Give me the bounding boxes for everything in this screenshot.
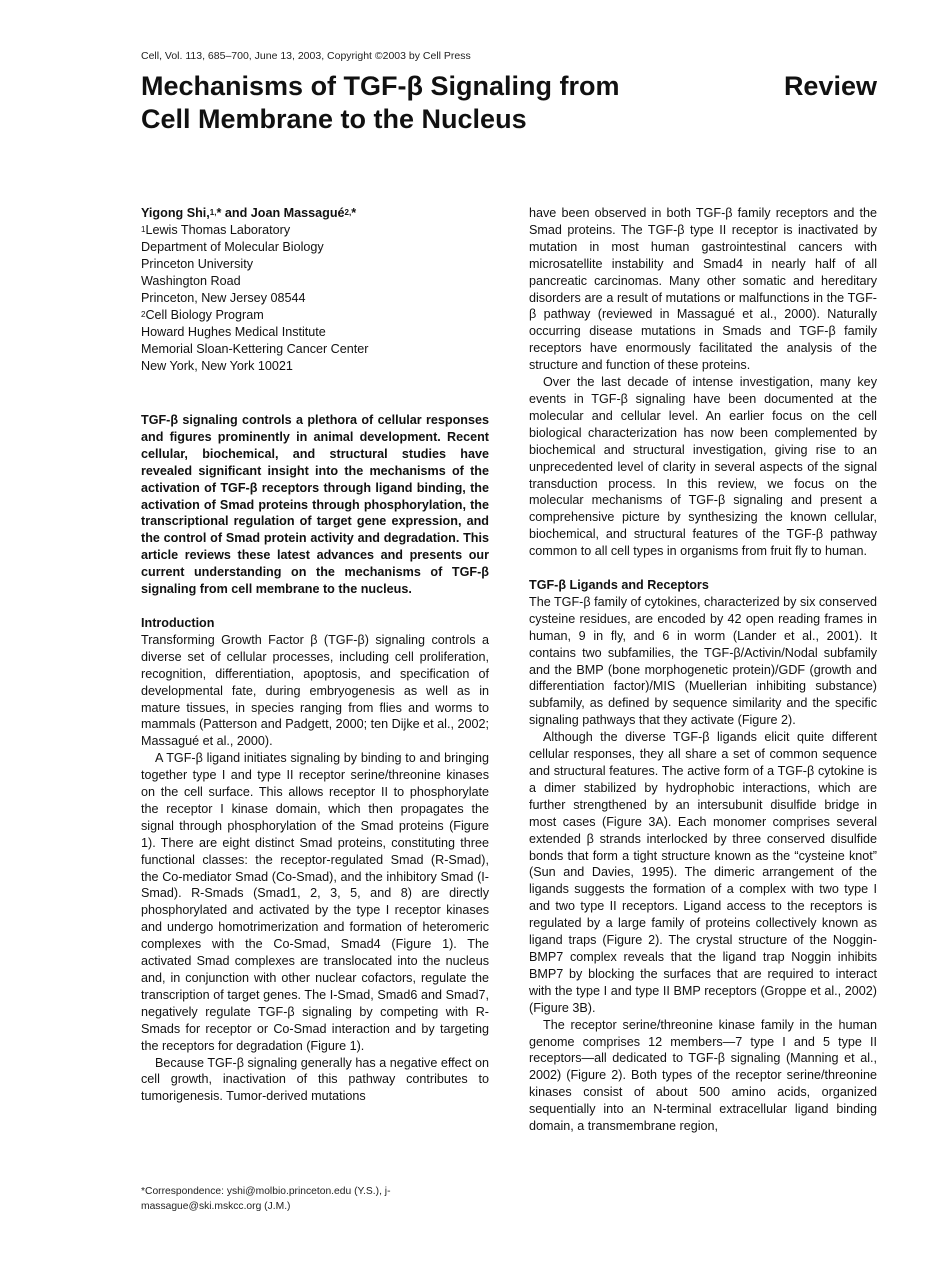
affiliation-line: $^2$Cell Biology Program: [141, 308, 264, 322]
abstract: TGF-β signaling controls a plethora of cellular responses and figures prominently in animal development. Recent cellular, biochemical, and structural studies have revealed significant insight into the mechanisms of the activation of TGF-β receptors through ligand binding, the activation of Smad proteins through phosphorylation, the transcriptional regulation of target gene expression, and the control of Smad protein activity and degradation. This article reviews these latest advances and presents our current understanding on the mechanisms of TGF-β signaling from cell membrane to the nucleus.: [141, 413, 489, 597]
author-massague: * and Joan Massagué: [216, 206, 345, 220]
paragraph: Because TGF-β signaling generally has a negative effect on cell growth, inactivation of this pathway contributes to tumorigenesis. Tumor-derived mutations: [141, 1055, 489, 1104]
paragraph: have been observed in both TGF-β family receptors and the Smad proteins. The TGF-β type II receptor is inactivated by mutation in most human gastrointestinal cancers with microsatellite instability and Smad4 in nearly half of all pancreatic carcinomas. Many other somatic and hereditary disorders are a result of mutations or malfunctions in the TGF-β pathway (reviewed in Massagué et al., 2000). Naturally occurring disease mutations in Smads and TGF-β family receptors have enormously facilitated the analysis of the structure and function of these proteins.: [529, 206, 877, 373]
affiliation-line: New York, New York 10021: [141, 359, 293, 373]
paragraph: The receptor serine/threonine kinase family in the human genome comprises 12 members—7 type I and 5 type II receptors—all dedicated to TGF-β signaling (Manning et al., 2002) (Figure 2). Both types of the receptor serine/threonine kinases consist of about 500 amino acids, organized sequentially into an N-terminal extracellular ligand binding domain, a transmembrane region,: [529, 1017, 877, 1134]
affiliation-line: Princeton, New Jersey 08544: [141, 291, 306, 305]
left-column: [141, 205, 489, 1105]
paragraph: A TGF-β ligand initiates signaling by binding to and bringing together type I and type II receptor serine/threonine kinases on the cell surface. This allows receptor II to phosphorylate the receptor I kinase domain, which then propagates the signal through phosphorylation of the Smad proteins (Figure 1). There are eight distinct Smad proteins, constituting three functional classes: the receptor-regulated Smad (R-Smad), the Co-mediator Smad (Co-Smad), and the inhibitory Smad (I-Smad). R-Smads (Smad1, 2, 3, 5, and 8) are directly phosphorylated and activated by the type I receptor kinases and undergo homotrimerization and formation of heteromeric complexes with the Co-Smad, Smad4 (Figure 1). The activated Smad complexes are translocated into the nucleus and, in conjunction with other nuclear cofactors, regulate the transcription of target genes. The I-Smad, Smad6 and Smad7, negatively regulate TGF-β signaling by competing with R-Smads for receptor or Co-Smad interaction and by targeting the receptors for degradation (Figure 1).: [141, 751, 489, 1053]
affiliation-line: Howard Hughes Medical Institute: [141, 325, 326, 339]
affiliation-line: Memorial Sloan-Kettering Cancer Center: [141, 342, 369, 356]
affiliation-line: Department of Molecular Biology: [141, 240, 324, 254]
article-title: Mechanisms of TGF-β Signaling from Cell Membrane to the Nucleus: [141, 71, 620, 134]
correspondence-footnote: *Correspondence: yshi@molbio.princeton.edu (Y.S.), j-massague@ski.mskcc.org (J.M.): [141, 1186, 391, 1212]
author-line: Yigong Shi,$^{1,}$* and Joan Massagué$^{2,}$*: [141, 206, 357, 220]
journal-citation: Cell, Vol. 113, 685–700, June 13, 2003, Copyright ©2003 by Cell Press: [141, 50, 471, 62]
paragraph: Over the last decade of intense investigation, many key events in TGF-β signaling have been documented at the molecular and cellular level. An earlier focus on the cell biological characterization has now been complemented by biochemical and structural investigation, giving rise to an unprecedented level of clarity in several aspects of the signal transduction process. In this review, we focus on the molecular mechanisms of TGF-β signaling and present a comprehensive picture by synthesizing the known cellular, biochemical, and structural features of the TGF-β pathway common to all cell types in organisms from fruit fly to human.: [529, 375, 877, 559]
affiliation-line: $^1$Lewis Thomas Laboratory: [141, 223, 291, 237]
affiliations: [141, 222, 489, 375]
affiliation-line: Washington Road: [141, 274, 241, 288]
article-type-label: Review: [783, 71, 877, 101]
author-shi: Yigong Shi,: [141, 206, 210, 220]
affiliation-line: Princeton University: [141, 257, 253, 271]
right-column: [529, 205, 877, 1135]
paragraph: Although the diverse TGF-β ligands elicit quite different cellular responses, they all share a set of common sequence and structural features. The active form of a TGF-β cytokine is a dimer stabilized by hydrophobic interactions, which are further strengthened by an intersubunit disulfide bridge in most cases (Figure 3A). Each monomer comprises several extended β strands interlocked by three conserved disulfide bonds that form a tight structure known as the “cysteine knot” (Sun and Davies, 1995). The dimeric arrangement of the ligands suggests the formation of a complex with two type I and two type II receptors. Ligand access to the receptors is regulated by a large family of proteins collectively known as ligand traps (Figure 2). The crystal structure of the Noggin-BMP7 complex reveals that the ligand trap Noggin inhibits BMP7 by blocking the surfaces that are required to interact with the type I and type II BMP receptors (Groppe et al., 2002) (Figure 3B).: [529, 730, 877, 1015]
paragraph: The TGF-β family of cytokines, characterized by six conserved cysteine residues, are encoded by 42 open reading frames in human, 9 in fly, and 6 in worm (Lander et al., 2001). It contains two subfamilies, the TGF-β/Activin/Nodal subfamily and the BMP (bone morphogenetic protein)/GDF (growth and differentiation factor)/MIS (Muellerian inhibiting substance) subfamily, as defined by sequence similarity and the specific signaling pathways that they activate (Figure 2).: [529, 594, 877, 728]
paragraph: Transforming Growth Factor β (TGF-β) signaling controls a diverse set of cellular processes, including cell proliferation, recognition, differentiation, apoptosis, and specification of developmental fate, during embryogenesis as well as in mature tissues, in species ranging from flies and worms to mammals (Patterson and Padgett, 2000; ten Dijke et al., 2002; Massagué et al., 2000).: [141, 632, 489, 749]
section-heading-ligands-receptors: TGF-β Ligands and Receptors: [529, 578, 709, 593]
section-heading-introduction: Introduction: [141, 615, 215, 630]
